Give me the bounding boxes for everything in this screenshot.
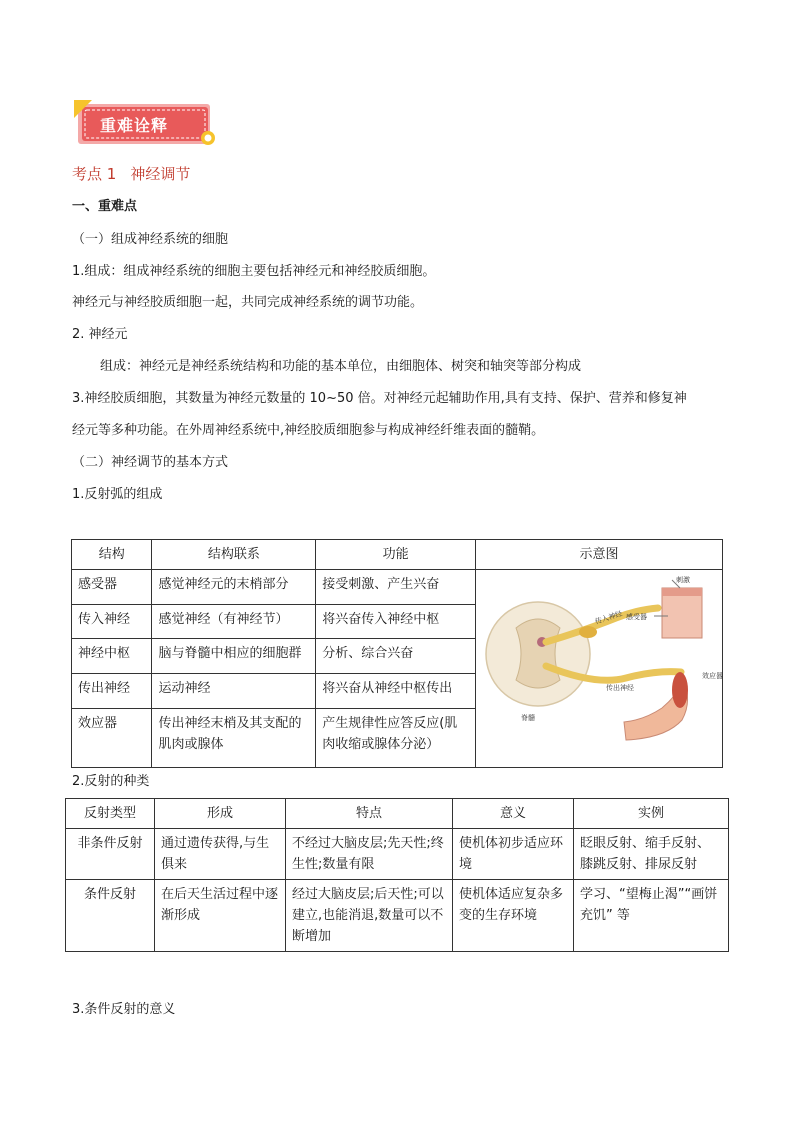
table-cell: 效应器	[72, 708, 152, 767]
reflex-types-table	[65, 798, 729, 952]
diagram-label-spinal-cord: 脊髓	[521, 714, 535, 722]
reflex-arc-diagram-cell	[476, 570, 723, 768]
paragraph: 2.反射的种类	[72, 774, 150, 789]
subsection-heading: （一）组成神经系统的细胞	[72, 232, 229, 247]
topic-number: 考点 1	[72, 165, 117, 183]
paragraph: 神经元与神经胶质细胞一起，共同完成神经系统的调节功能。	[72, 295, 424, 310]
table-cell: 学习、“望梅止渴”“画饼充饥” 等	[574, 880, 729, 952]
section-banner	[72, 98, 220, 150]
table-cell: 产生规律性应答反应(肌肉收缩或腺体分泌）	[316, 708, 476, 767]
section-heading: 一、重难点	[72, 199, 138, 214]
table-cell: 将兴奋从神经中枢传出	[316, 674, 476, 709]
table-header-row	[66, 799, 729, 829]
reflex-arc-table	[71, 539, 723, 768]
paragraph: 2. 神经元	[72, 327, 128, 342]
table-row	[66, 880, 729, 952]
table-cell: 神经中枢	[72, 639, 152, 674]
paragraph: 3.条件反射的意义	[72, 1002, 176, 1017]
table-cell: 眨眼反射、缩手反射、膝跳反射、排尿反射	[574, 829, 729, 880]
diagram-label-stimulus: 刺激	[676, 576, 690, 584]
diagram-label-effector	[702, 671, 722, 680]
diagram-label-afferent: 传入神经	[594, 609, 624, 626]
table-cell: 使机体初步适应环境	[453, 829, 574, 880]
table-cell: 感受器	[72, 570, 152, 605]
table-cell: 不经过大脑皮层;先天性;终生性;数量有限	[286, 829, 453, 880]
table-header: 反射类型	[66, 799, 155, 829]
topic-heading	[72, 163, 190, 184]
ganglion-shape	[579, 626, 597, 638]
subsection-heading: （二）神经调节的基本方式	[72, 455, 229, 470]
table-header-row	[72, 540, 723, 570]
table-cell: 传入神经	[72, 604, 152, 639]
table-cell: 使机体适应复杂多变的生存环境	[453, 880, 574, 952]
table-header: 结构联系	[152, 540, 316, 570]
table-cell: 传出神经	[72, 674, 152, 709]
table-cell: 传出神经末梢及其支配的肌肉或腺体	[152, 708, 316, 767]
reflex-arc-diagram	[476, 570, 722, 760]
table-cell: 将兴奋传入神经中枢	[316, 604, 476, 639]
topic-title: 神经调节	[130, 165, 191, 183]
effector-muscle-shape	[672, 672, 688, 708]
table-cell: 分析、综合兴奋	[316, 639, 476, 674]
table-cell: 脑与脊髓中相应的细胞群	[152, 639, 316, 674]
skin-surface-shape	[662, 588, 702, 596]
table-header: 结构	[72, 540, 152, 570]
table-header: 实例	[574, 799, 729, 829]
paragraph: 组成：神经元是神经系统结构和功能的基本单位，由细胞体、树突和轴突等部分构成	[100, 359, 582, 374]
diagram-label-efferent: 传出神经	[606, 684, 634, 692]
table-header: 形成	[155, 799, 286, 829]
table-header: 意义	[453, 799, 574, 829]
paragraph: 1.反射弧的组成	[72, 487, 163, 502]
gray-matter-shape	[516, 619, 560, 688]
table-cell: 运动神经	[152, 674, 316, 709]
banner-title: 重难诠释	[100, 116, 169, 135]
paragraph: 3.神经胶质细胞，其数量为神经元数量的 10~50 倍。对神经元起辅助作用,具有支持、保护、营养和修复神	[72, 391, 687, 406]
table-cell: 在后天生活过程中逐渐形成	[155, 880, 286, 952]
table-row	[66, 829, 729, 880]
table-header: 功能	[316, 540, 476, 570]
paragraph: 经元等多种功能。在外周神经系统中,神经胶质细胞参与构成神经纤维表面的髓鞘。	[72, 423, 545, 438]
paragraph: 1.组成：组成神经系统的细胞主要包括神经元和神经胶质细胞。	[72, 264, 436, 279]
table-cell: 感觉神经（有神经节）	[152, 604, 316, 639]
table-cell: 条件反射	[66, 880, 155, 952]
diagram-label-receptor: 感受器	[626, 613, 647, 621]
table-row	[72, 570, 723, 605]
table-header: 特点	[286, 799, 453, 829]
table-cell: 经过大脑皮层;后天性;可以建立,也能消退,数量可以不断增加	[286, 880, 453, 952]
table-cell: 通过遗传获得,与生俱来	[155, 829, 286, 880]
table-cell: 接受刺激、产生兴奋	[316, 570, 476, 605]
table-cell: 感觉神经元的末梢部分	[152, 570, 316, 605]
effector-char: 效应器	[702, 672, 722, 680]
table-header: 示意图	[476, 540, 723, 570]
table-cell: 非条件反射	[66, 829, 155, 880]
